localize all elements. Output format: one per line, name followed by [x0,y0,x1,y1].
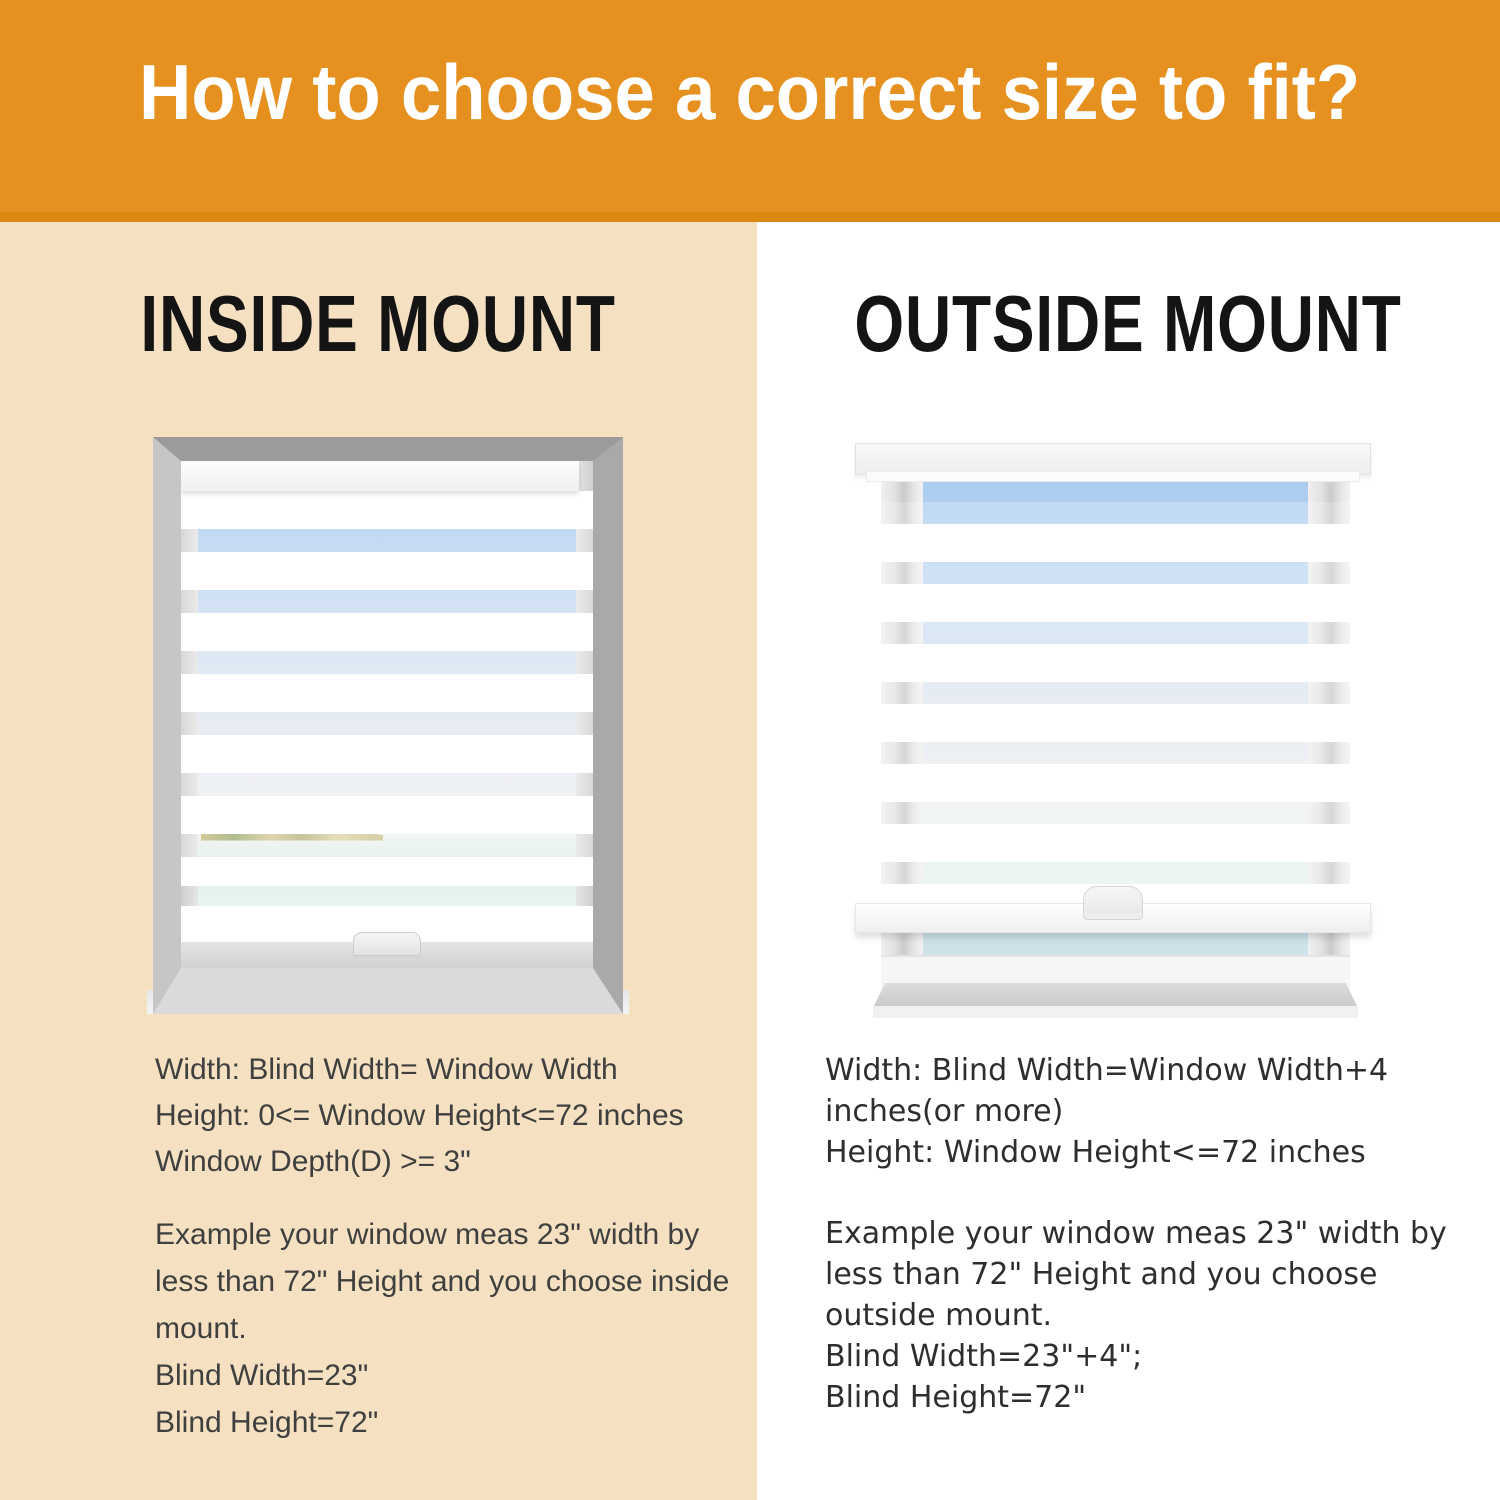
blind-handle [1083,886,1143,920]
zebra-blind-stripes [880,502,1350,903]
example-line: Blind Width=23"+4"; [825,1339,1143,1374]
spec-line: inches(or more) [825,1094,1064,1129]
page-title: How to choose a correct size to fit? [139,48,1361,136]
example-line: Example your window meas 23" width by [825,1216,1447,1251]
blind-headrail [855,443,1371,475]
outside-mount-heading-wrap [757,279,1500,368]
outside-specs [825,1050,1388,1173]
example-line: Example your window meas 23" width by [155,1218,700,1251]
blind-bottom-bar [855,903,1371,933]
blind-headrail [181,461,579,491]
outside-example [825,1213,1447,1418]
example-line: Blind Height=72" [825,1380,1087,1415]
window-sill [873,955,1358,1018]
spec-line: Width: Blind Width= Window Width [155,1053,618,1086]
outside-mount-heading: OUTSIDE MOUNT [854,279,1403,368]
spec-line: Height: 0<= Window Height<=72 inches [155,1099,684,1132]
inside-mount-heading-wrap [0,279,757,368]
inside-mount-window [153,437,623,1014]
window-handle [353,932,421,956]
inside-specs [155,1047,684,1185]
window-sill-inner [881,955,1350,987]
example-line: less than 72" Height and you choose [825,1257,1378,1292]
zebra-blind-stripes [181,491,593,886]
example-line: less than 72" Height and you choose inside [155,1265,730,1298]
spec-line: Height: Window Height<=72 inches [825,1135,1366,1170]
example-line: mount. [155,1312,247,1345]
window-sill-bevel [873,983,1358,1008]
inside-window-opening [181,461,593,968]
spec-line: Window Depth(D) >= 3" [155,1145,471,1178]
spec-line: Width: Blind Width=Window Width+4 [825,1053,1389,1088]
inside-example [155,1211,729,1446]
page-title-wrap [0,50,1500,136]
example-line: Blind Width=23" [155,1359,369,1392]
inside-mount-heading: INSIDE MOUNT [140,279,617,368]
example-line: Blind Height=72" [155,1406,379,1439]
header-banner [0,0,1500,222]
example-line: outside mount. [825,1298,1053,1333]
outside-mount-window [855,443,1371,1030]
window-sill-lip [873,1006,1358,1018]
